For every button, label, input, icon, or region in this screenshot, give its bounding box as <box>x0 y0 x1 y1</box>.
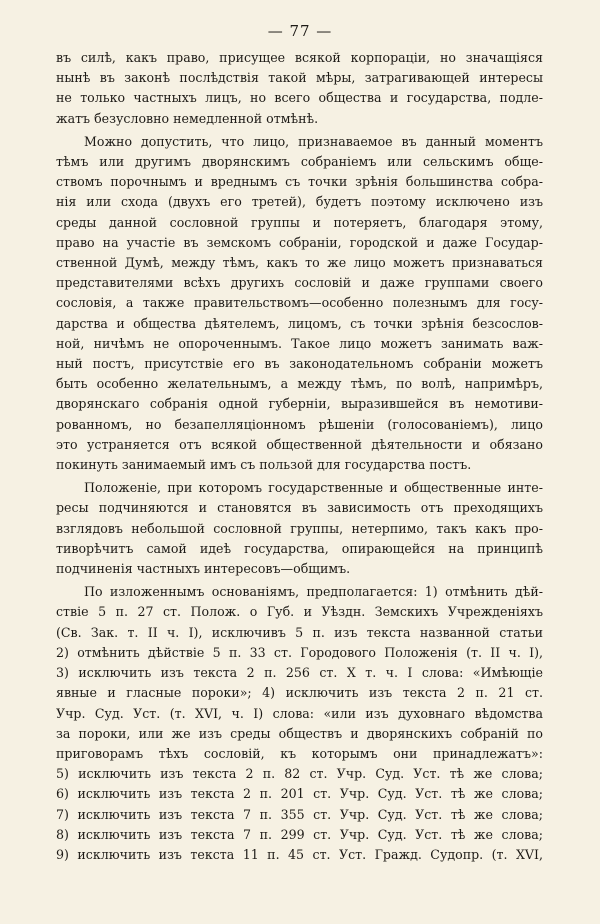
text-line: нія или схода (двухъ его третей), будетъ поэтому исключено изъ <box>56 194 543 210</box>
page-number: — 77 — <box>267 22 333 40</box>
text-line: 8) исключить изъ текста 7 п. 299 ст. Учр. Суд. Уст. тѣ же слова; <box>56 826 543 842</box>
text-line: Положеніе, при которомъ государственные и общественные инте- <box>84 480 543 496</box>
text-line: быть особенно желательнымъ, а между тѣмъ, по волѣ, напримѣръ, <box>56 376 543 392</box>
paragraph <box>56 132 543 475</box>
text-line: 6) исключить изъ текста 2 п. 201 ст. Учр. Суд. Уст. тѣ же слова; <box>56 786 543 802</box>
text-line: явные и гласные пороки»; 4) исключить изъ текста 2 п. 21 ст. <box>56 685 543 701</box>
text-line: покинуть занимаемый имъ съ пользой для государства постъ. <box>56 457 472 473</box>
text-line: жатъ безусловно немедленной отмѣнѣ. <box>56 110 319 126</box>
text-line: среды данной сословной группы и потеряетъ, благодаря этому, <box>56 214 543 230</box>
paragraph <box>56 478 543 579</box>
text-line: 2) отмѣнить дѣйствіе 5 п. 33 ст. Городового Положенія (т. II ч. I), <box>56 644 543 660</box>
paragraph <box>56 582 543 865</box>
text-line: рованномъ, но безапелляціонномъ рѣшеніи (голосованіемъ), лицо <box>56 416 543 432</box>
paragraph <box>56 48 543 129</box>
text-line: дарства и общества дѣятелемъ, лицомъ, съ точки зрѣнія безсослов- <box>56 315 543 331</box>
text-line: нынѣ въ законѣ послѣдствія такой мѣры, затрагивающей интересы <box>56 70 543 86</box>
text-line: По изложеннымъ основаніямъ, предполагается: 1) отмѣнить дѣй- <box>84 584 543 600</box>
text-line: 9) исключить изъ текста 11 п. 45 ст. Уст. Гражд. Судопр. (т. XVI, <box>56 846 543 862</box>
text-line: ный постъ, присутствіе его въ законодательномъ собраніи можетъ <box>56 356 543 372</box>
text-line: не только частныхъ лицъ, но всего общества и государства, подле- <box>56 90 543 106</box>
text-line: взглядовъ небольшой сословной группы, нетерпимо, такъ какъ про- <box>56 520 543 536</box>
text-line: 5) исключить изъ текста 2 п. 82 ст. Учр. Суд. Уст. тѣ же слова; <box>56 766 543 782</box>
text-line: ствіе 5 п. 27 ст. Полож. о Губ. и Уѣздн. Земскихъ Учрежденіяхъ <box>56 604 543 620</box>
text-line: приговорамъ тѣхъ сословій, къ которымъ они принадлежатъ»: <box>56 745 543 761</box>
text-line: представителями всѣхъ другихъ сословій и даже группами своего <box>56 275 543 291</box>
text-line: Можно допустить, что лицо, признаваемое въ данный моментъ <box>84 133 543 149</box>
text-line: за пороки, или же изъ среды обществъ и дворянскихъ собраній по <box>56 725 543 741</box>
text-line: (Св. Зак. т. II ч. I), исключивъ 5 п. изъ текста названной статьи <box>56 624 543 640</box>
text-line: 3) исключить изъ текста 2 п. 256 ст. X т. ч. I слова: «Имѣющіе <box>56 665 543 681</box>
text-line: сословія, а также правительствомъ—особенно полезнымъ для госу- <box>56 295 543 311</box>
text-line: это устраняется отъ всякой общественной дѣятельности и обязано <box>56 436 543 452</box>
text-line: дворянскаго собранія одной губерніи, выразившейся въ немотиви- <box>56 396 543 412</box>
text-line: тиворѣчитъ самой идеѣ государства, опирающейся на принципѣ <box>56 540 543 556</box>
text-line: ственной Думѣ, между тѣмъ, какъ то же лицо можетъ признаваться <box>56 255 543 271</box>
text-line: подчиненія частныхъ интересовъ—общимъ. <box>56 561 351 577</box>
text-line: ресы подчиняются и становятся въ зависимость отъ преходящихъ <box>56 500 543 516</box>
text-line: право на участіе въ земскомъ собраніи, городской и даже Государ- <box>56 234 543 250</box>
text-line: тѣмъ или другимъ дворянскимъ собраніемъ или сельскимъ обще- <box>56 154 543 170</box>
text-line: 7) исключить изъ текста 7 п. 355 ст. Учр. Суд. Уст. тѣ же слова; <box>56 806 543 822</box>
text-line: ствомъ порочнымъ и вреднымъ съ точки зрѣнія большинства собра- <box>56 174 543 190</box>
body-text <box>56 48 543 865</box>
text-line: Учр. Суд. Уст. (т. XVI, ч. I) слова: «или изъ духовнаго вѣдомства <box>56 705 543 721</box>
text-line: ной, ничѣмъ не опороченнымъ. Такое лицо можетъ занимать важ- <box>56 335 543 351</box>
text-line: въ силѣ, какъ право, присущее всякой корпораціи, но значащіяся <box>56 50 543 65</box>
